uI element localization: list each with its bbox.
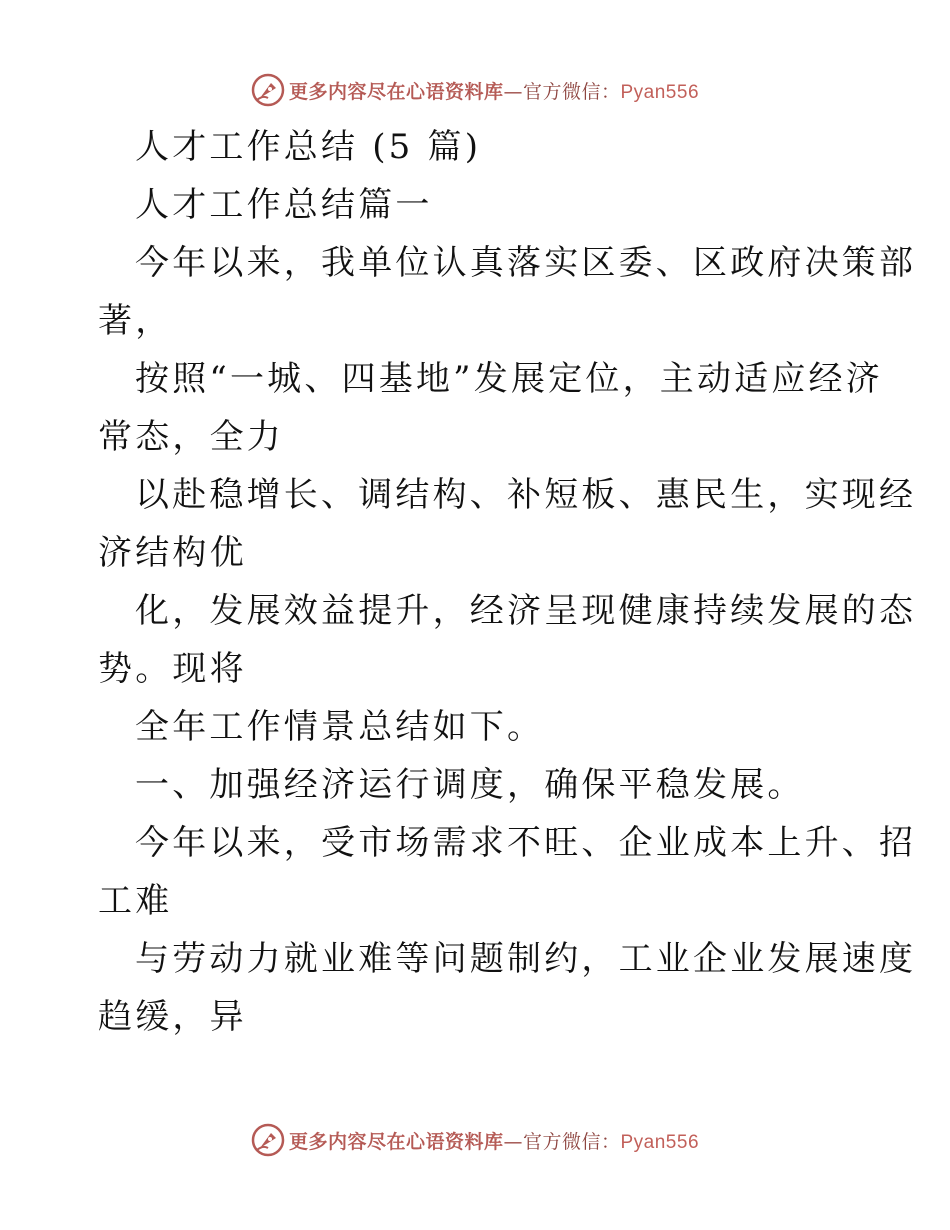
paragraph-line: 与劳动力就业难等问题制约，工业企业发展速度 [135,939,917,979]
document-title: 人才工作总结 (5 篇) [135,127,482,167]
paragraph-line-wrap: 常态，全力 [98,417,284,457]
paragraph-line: 化，发展效益提升，经济呈现健康持续发展的态 [135,591,917,631]
watermark-text [289,77,699,104]
pen-nib-logo-icon [251,73,285,107]
paragraph-line-wrap: 工难 [98,881,173,921]
paragraph-line-wrap: 趋缓，异 [98,997,247,1037]
paragraph-line-wrap: 势。现将 [98,649,247,689]
paragraph-line: 以赴稳增长、调结构、补短板、惠民生，实现经 [135,475,917,515]
paragraph-line: 今年以来，我单位认真落实区委、区政府决策部 [135,243,917,283]
watermark-main-text: 更多内容尽在心语资料库 [288,1130,504,1153]
paragraph-line: 按照“一城、四基地”发展定位，主动适应经济 [135,359,883,399]
watermark-banner-top [0,70,950,110]
paragraph-line-wrap: 著， [98,301,173,341]
watermark-sub-text: 官方微信： [522,1130,621,1153]
pen-nib-logo-icon [251,1123,285,1157]
paragraph-line-wrap: 济结构优 [98,533,247,573]
watermark-dash: — [503,80,523,103]
subsection-heading: 一、加强经济运行调度，确保平稳发展。 [135,765,805,805]
watermark-wechat-id: Pyan556 [620,81,700,103]
paragraph-line: 全年工作情景总结如下。 [135,707,545,747]
paragraph-line: 今年以来，受市场需求不旺、企业成本上升、招 [135,823,917,863]
watermark-wechat-id: Pyan556 [620,1131,700,1153]
section-heading: 人才工作总结篇一 [135,185,433,225]
watermark-main-text: 更多内容尽在心语资料库 [288,80,504,103]
watermark-dash: — [503,1130,523,1153]
watermark-banner-bottom [0,1120,950,1160]
watermark-sub-text: 官方微信： [522,80,621,103]
watermark-text [289,1127,699,1154]
